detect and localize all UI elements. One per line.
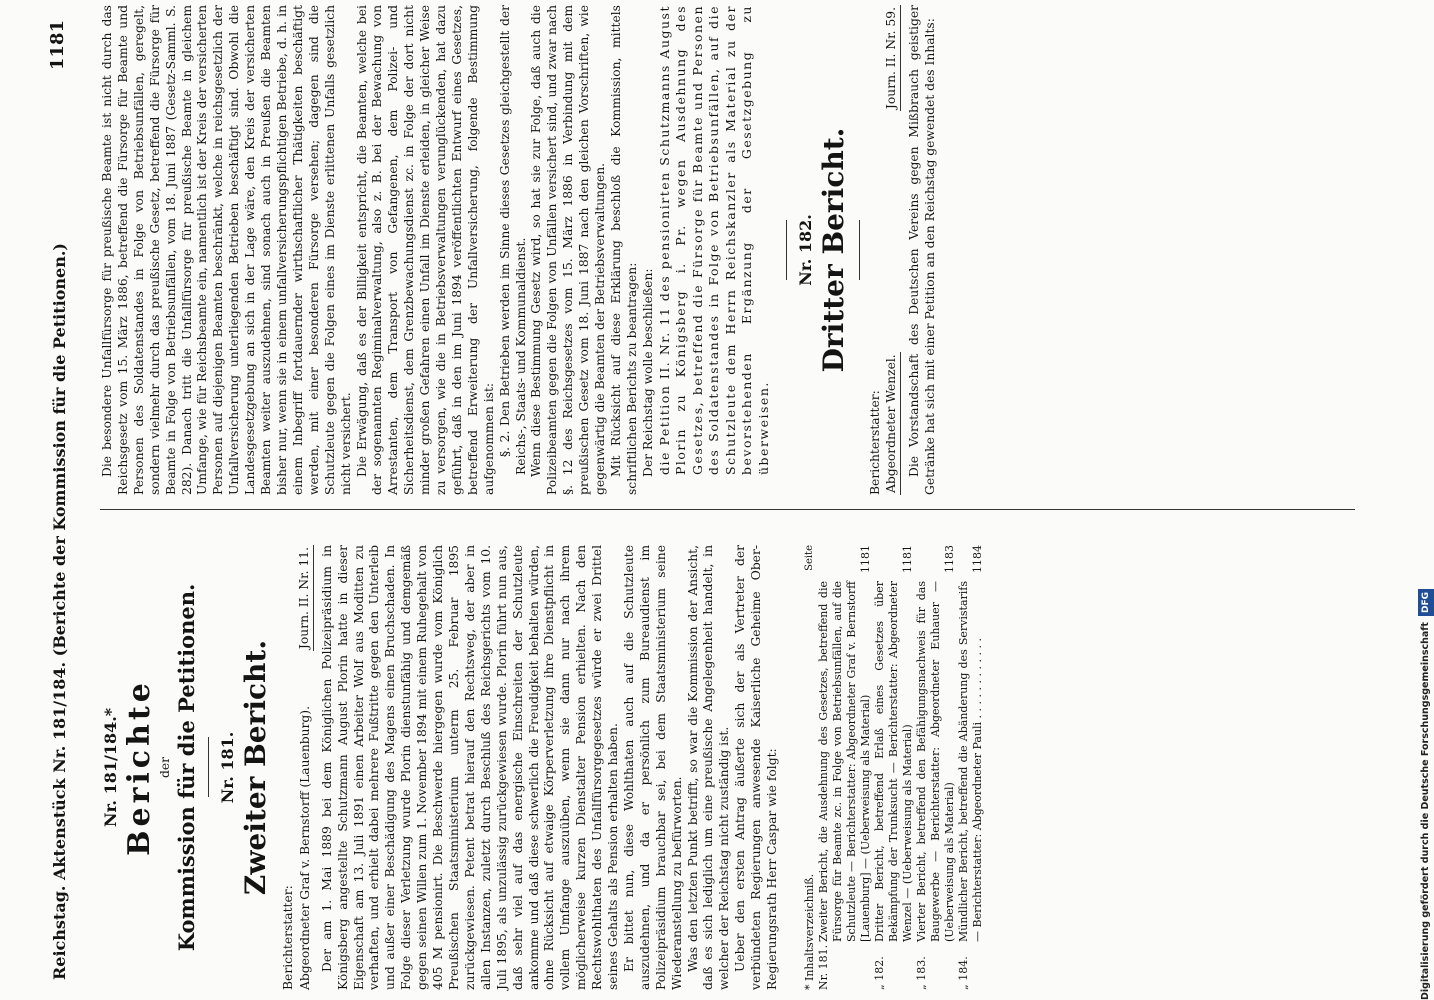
report-number: Nr. 182. <box>796 214 816 286</box>
toc-entry-number: „ 182. <box>873 956 886 990</box>
paragraph: Mit Rücksicht auf diese Erklärung beschloß die Kommission, mittels schriftlichen Berichts zu beantragen: <box>609 5 639 495</box>
toc-entry <box>873 545 915 990</box>
paragraph: Was den letzten Punkt betrifft, so war die Kommission der Ansicht, daß es sich lediglich um eine preußische Angelegenheit handelt, in welcher der Reichstag nicht zuständig ist. <box>685 545 732 990</box>
digitization-credit <box>1418 20 1434 1000</box>
reporter-label: Berichterstatter: <box>868 390 883 495</box>
toc-header <box>803 545 817 990</box>
title-rule <box>208 738 209 798</box>
reporter-line <box>884 5 901 495</box>
section-rule <box>786 220 787 280</box>
document-number: Nr. 181/184.* <box>101 707 120 828</box>
paragraph: Der Reichstag wolle beschließen: <box>640 268 655 477</box>
paragraph: Die Erwägung, daß es der Billigkeit entspricht, die Beamten, welche bei der sogenannten Regiminalverwaltung, also z. B. bei der Bewachung von Arrestanten, dem Transport von Gefangenen, dem Polizei- und Sicherheitsdienst, dem Grenzbewachungsdienst zc. in Folge der dort nicht minder großen Gefahren einen Unfall im Dienste erleiden, in gleicher Weise zu versorgen, wie die in Betriebsverwaltungen verunglückenden, hat dazu geführt, daß in den im Juni 1894 veröffentlichten Entwurf eines Gesetzes, betreffend Erweiterung der Unfallversicherung, folgende Bestimmung aufgenommen ist: <box>354 5 496 495</box>
toc-entry <box>957 545 985 990</box>
report-title: Dritter Bericht. <box>817 127 851 373</box>
column-divider <box>100 509 1355 510</box>
page-header <box>48 20 78 980</box>
main-title: Berichte <box>122 679 157 856</box>
paragraph: Der am 1. Mai 1889 bei dem Königlichen Polizeipräsidium in Königsberg angestellte Schutzmann August Plorin hatte in dieser Eigenschaft am 13. Juli 1891 einen Arbeiter Wolf aus Moditten zu verhaften, und erhielt dabei mehrere Fußtritte gegen den Unterleib und außer einer Beschädigung des Magens einen Bruchschaden. In Folge dieser Verletzung wurde Plorin dienstunfähig und demgemäß gegen seinen Willen zum 1. November 1894 mit einem Ruhegehalt von 405 M pensionirt. Die Beschwerde hiergegen wurde vom Königlich Preußischen Staatsministerium unterm 25. Februar 1895 zurückgewiesen. Petent betrat hierauf den Rechtsweg, der aber in allen Instanzen, zuletzt durch Beschluß des Reichsgerichts vom 10. Juli 1895, als unzulässig zurückgewiesen wurde. Plorin führt nun aus, daß sehr viel auf das energische Einschreiten der Schutzleute ankomme und daß diese schwerlich die Freudigkeit behalten würden, ohne Rücksicht auf etwaige Körperverletzung ihre Dienstpflicht in vollem Umfange auszuüben, wenn sie dann nur nach ihrem möglicherweise kurzen Dienstalter Pension erhielten. Nach den Rechtswohlthaten des Unfallfürsorgegesetzes würde er zwei Drittel seines Gehalts als Pension erhalten haben. <box>319 545 621 990</box>
left-column <box>100 545 985 990</box>
toc-entry-text: Mündlicher Bericht, betreffend die Abänderung des Servistarifs — Berichterstatter: Abgeordneter Pauli . . . . . . . . . . . . <box>957 581 984 942</box>
paragraph: Ueber den ersten Antrag äußerte sich der als Vertreter der verbündeten Regierungen anwesende Kaiserliche Geheime Ober-Regierungsrath Herr Caspar wie folgt: <box>733 545 780 990</box>
toc-entry-number: „ 184. <box>957 956 970 990</box>
motion-text: die Petition II. Nr. 11 des pensionirten Schutzmanns August Plorin zu Königsberg i. Pr. wegen Ausdehnung des Gesetzes, betreffend die Fürsorge für Beamte und Personen des Soldatenstandes in Folge von Betriebsunfällen, auf die Schutzleute dem Herrn Reichskanzler als Material zu der bevorstehenden Ergänzung der Gesetzgebung zu überweisen. <box>656 5 771 475</box>
law-paragraph: §. 2. Den Betrieben werden im Sinne dieses Gesetzes gleichgestellt der Reichs-, Staats- und Kommunaldienst. <box>497 5 528 475</box>
right-column <box>100 5 939 495</box>
reporter-name: Abgeordneter Wenzel. <box>884 352 901 495</box>
toc-entry <box>915 545 957 990</box>
report-title: Zweiter Bericht. <box>238 639 272 896</box>
toc-entry-text: Vierter Bericht, betreffend den Befähigungsnachweis für das Baugewerbe — Berichterstatter: Abgeordneter Euhauer — (Ueberweisung als Material) <box>915 581 956 942</box>
main-title-der: der <box>158 756 172 779</box>
journal-number: Journ. II. Nr. 59. <box>884 5 901 111</box>
toc-entry-text: Zweiter Bericht, die Ausdehnung des Gesetzes, betreffend die Fürsorge für Beamte zc. in Folge von Betriebsunfällen, auf die Schutzleute — Berichterstatter: Abgeordneter Graf v. Bernstorff [Lauenburg] — (Ueberweisung als Material) <box>817 581 872 942</box>
paragraph: Die Vorstandschaft des Deutschen Vereins gegen Mißbrauch geistiger Getränke hat sich mit einer Petition an den Reichstag gewendet des Inhalts: <box>907 5 937 495</box>
running-head: Reichstag. Aktenstück Nr. 181/184. (Berichte der Kommission für die Petitionen.) <box>50 243 69 980</box>
reporter-label: Berichterstatter: <box>280 885 295 990</box>
reporter-name: Abgeordneter Graf v. Bernstorff (Lauenburg). <box>297 705 312 990</box>
toc-entry <box>817 545 873 990</box>
report-number: Nr. 181. <box>217 731 237 804</box>
paragraph: Wenn diese Bestimmung Gesetz wird, so hat sie zur Folge, daß auch die Polizeibeamten gegen die Folgen von Unfällen versichert sind, und zwar nach §. 12 des Reichsgesetzes vom 15. März 1886 in Verbindung mit dem preußischen Gesetz vom 18. Juni 1887 nach den gleichen Vorschriften, wie gegenwärtig die Beamten der Betriebsverwaltungen. <box>529 5 608 495</box>
dfg-logo: DFG <box>1418 589 1434 616</box>
toc-entry-page: 1183 <box>943 545 956 573</box>
reporter-line <box>297 545 314 990</box>
table-of-contents <box>803 545 985 990</box>
toc-entry-number: Nr. 181. <box>817 944 830 990</box>
paragraph: Die besondere Unfallfürsorge für preußische Beamte ist nicht durch das Reichsgesetz vom 15. März 1886, betreffend die Fürsorge für Beamte und Personen des Soldatenstandes in Folge von Betriebsunfällen, geregelt, sondern vielmehr durch das preußische Gesetz, betreffend die Fürsorge für Beamte in Folge von Betriebsunfällen, vom 18. Juni 1887 (Gesetz-Samml. S. 282). Danach tritt die Unfallfürsorge für preußische Beamte in gleichem Umfange, wie für Reichsbeamte ein, namentlich ist der Kreis der versicherten Personen auf diejenigen Beamten beschränkt, welche in reichsgesetzlich der Unfallversicherung unterliegenden Betrieben beschäftigt sind. Obwohl die Landesgesetzgebung an sich in der Lage wäre, den Kreis der versicherten Beamten weiter auszudehnen, sind sonach auch in Preußen die Beamten bisher nur, wenn sie in einem unfallversicherungspflichtigen Betriebe, d. h. in einem Inbegriff fortdauernder wirthschaftlicher Thätigkeiten beschäftigt werden, mit einer besonderen Fürsorge versehen; dagegen sind die Schutzleute gegen die Folgen eines im Dienste erlittenen Unfalls gesetzlich nicht versichert. <box>100 5 353 495</box>
journal-number: Journ. II. Nr. 11. <box>297 545 314 651</box>
main-subtitle: Kommission für die Petitionen. <box>173 583 199 952</box>
page-number: 1181 <box>47 20 68 71</box>
toc-seite-label: Seite <box>804 545 815 571</box>
toc-entry-number: „ 183. <box>915 956 928 990</box>
credit-text: Digitalisierung gefördert durch die Deutsche Forschungsgemeinschaft <box>1420 622 1431 1000</box>
title-rule <box>859 220 860 280</box>
toc-entry-text: Dritter Bericht, betreffend Erlaß eines Gesetzes über Bekämpfung der Trunksucht — Berichterstatter: Abgeordneter Wenzel — (Ueberweisung als Material) <box>873 581 914 942</box>
paragraph: Er bittet nun, diese Wohlthaten auch auf die Schutzleute auszudehnen, und da er persönlich zum Bureaudienst im Polizeipräsidium brauchbar sei, bei dem Staatsministerium seine Wiederanstellung zu befürworten. <box>621 545 684 990</box>
toc-entry-page: 1181 <box>859 545 872 573</box>
toc-note: * Inhaltsverzeichniß. <box>803 873 816 990</box>
toc-entry-page: 1181 <box>901 545 914 573</box>
toc-entry-page: 1184 <box>971 545 984 573</box>
